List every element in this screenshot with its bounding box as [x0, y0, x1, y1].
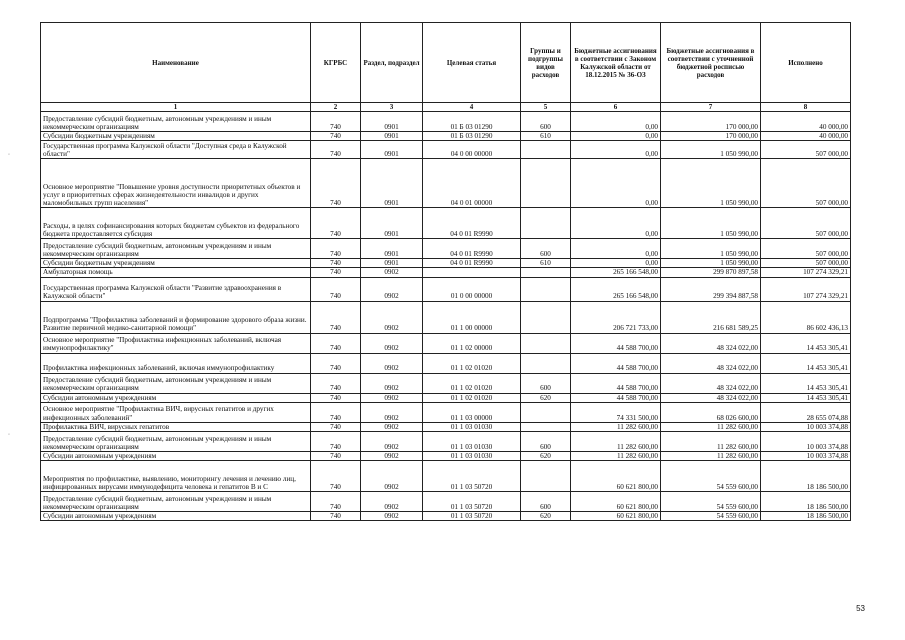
- row-budget-law: 265 166 548,00: [571, 268, 661, 277]
- row-name: Субсидии автономным учреждениям: [41, 452, 311, 461]
- row-budget-updated: 1 050 990,00: [661, 208, 761, 239]
- row-budget-updated: 170 000,00: [661, 112, 761, 132]
- row-budget-updated: 48 324 022,00: [661, 373, 761, 393]
- row-name: Субсидии автономным учреждениям: [41, 393, 311, 402]
- row-budget-updated: 48 324 022,00: [661, 393, 761, 402]
- table-row: [41, 402, 851, 422]
- row-kgrbs: 740: [311, 373, 361, 393]
- row-section: 0901: [361, 141, 423, 159]
- row-budget-law: 60 621 800,00: [571, 461, 661, 492]
- row-name: Субсидии бюджетным учреждениям: [41, 132, 311, 141]
- table-row: [41, 333, 851, 353]
- header-executed: Исполнено: [761, 23, 851, 103]
- row-target: 01 1 03 01030: [423, 422, 521, 431]
- table-row: [41, 112, 851, 132]
- header-groups: Группы и подгруппы видов расходов: [521, 23, 571, 103]
- row-target: 01 Б 03 01290: [423, 112, 521, 132]
- row-executed: 107 274 329,21: [761, 277, 851, 301]
- row-section: 0902: [361, 492, 423, 512]
- row-target: 01 1 03 50720: [423, 461, 521, 492]
- row-section: 0901: [361, 259, 423, 268]
- row-executed: 18 186 500,00: [761, 492, 851, 512]
- row-kgrbs: 740: [311, 393, 361, 402]
- row-budget-updated: 1 050 990,00: [661, 141, 761, 159]
- table-row: [41, 132, 851, 141]
- row-section: 0902: [361, 402, 423, 422]
- row-kgrbs: 740: [311, 239, 361, 259]
- row-name: Предоставление субсидий бюджетным, автономным учреждениям и иным некоммерческим организациям: [41, 239, 311, 259]
- row-target: 04 0 01 R9990: [423, 259, 521, 268]
- row-executed: 10 003 374,88: [761, 422, 851, 431]
- table-row: [41, 141, 851, 159]
- column-number: 2: [311, 103, 361, 112]
- row-section: 0902: [361, 268, 423, 277]
- row-budget-updated: 1 050 990,00: [661, 259, 761, 268]
- row-budget-updated: 216 681 589,25: [661, 301, 761, 333]
- column-number-row: [41, 103, 851, 112]
- row-name: Амбулаторная помощь: [41, 268, 311, 277]
- row-kgrbs: 740: [311, 353, 361, 373]
- table-row: [41, 432, 851, 452]
- row-name: Предоставление субсидий бюджетным, автономным учреждениям и иным некоммерческим организациям: [41, 373, 311, 393]
- row-kgrbs: 740: [311, 432, 361, 452]
- row-name: Подпрограмма "Профилактика заболеваний и формирование здорового образа жизни. Развитие первичной медико-санитарной помощи": [41, 301, 311, 333]
- column-number: 7: [661, 103, 761, 112]
- row-group: 610: [521, 132, 571, 141]
- column-number: 3: [361, 103, 423, 112]
- row-target: 01 1 03 50720: [423, 492, 521, 512]
- row-section: 0902: [361, 333, 423, 353]
- row-group: 620: [521, 393, 571, 402]
- row-budget-updated: 1 050 990,00: [661, 159, 761, 208]
- column-number: 6: [571, 103, 661, 112]
- row-executed: 507 000,00: [761, 208, 851, 239]
- scan-mark: ◦: [8, 432, 11, 438]
- row-section: 0902: [361, 277, 423, 301]
- row-group: [521, 422, 571, 431]
- table-row: [41, 422, 851, 431]
- column-number: 8: [761, 103, 851, 112]
- row-group: 620: [521, 512, 571, 521]
- row-kgrbs: 740: [311, 141, 361, 159]
- row-group: 610: [521, 259, 571, 268]
- row-group: [521, 268, 571, 277]
- row-budget-law: 0,00: [571, 159, 661, 208]
- row-budget-updated: 48 324 022,00: [661, 353, 761, 373]
- row-kgrbs: 740: [311, 461, 361, 492]
- row-target: 04 0 00 00000: [423, 141, 521, 159]
- row-group: [521, 353, 571, 373]
- row-group: [521, 402, 571, 422]
- row-name: Профилактика инфекционных заболеваний, включая иммунопрофилактику: [41, 353, 311, 373]
- table-row: [41, 492, 851, 512]
- row-budget-law: 44 588 700,00: [571, 373, 661, 393]
- row-target: 01 Б 03 01290: [423, 132, 521, 141]
- row-executed: 107 274 329,21: [761, 268, 851, 277]
- row-budget-updated: 54 559 600,00: [661, 461, 761, 492]
- row-section: 0902: [361, 353, 423, 373]
- row-name: Государственная программа Калужской области "Развитие здравоохранения в Калужской области": [41, 277, 311, 301]
- row-budget-updated: 299 394 887,58: [661, 277, 761, 301]
- row-target: 01 1 02 01020: [423, 373, 521, 393]
- row-executed: 14 453 305,41: [761, 393, 851, 402]
- row-name: Предоставление субсидий бюджетным, автономным учреждениям и иным некоммерческим организациям: [41, 112, 311, 132]
- row-section: 0902: [361, 452, 423, 461]
- table-row: [41, 373, 851, 393]
- row-kgrbs: 740: [311, 402, 361, 422]
- row-name: Профилактика ВИЧ, вирусных гепатитов: [41, 422, 311, 431]
- row-budget-updated: 1 050 990,00: [661, 239, 761, 259]
- row-budget-law: 0,00: [571, 208, 661, 239]
- table-row: [41, 259, 851, 268]
- column-number: 5: [521, 103, 571, 112]
- row-name: Предоставление субсидий бюджетным, автономным учреждениям и иным некоммерческим организациям: [41, 492, 311, 512]
- header-target: Целевая статья: [423, 23, 521, 103]
- row-section: 0902: [361, 373, 423, 393]
- row-kgrbs: 740: [311, 208, 361, 239]
- row-section: 0902: [361, 432, 423, 452]
- row-section: 0901: [361, 208, 423, 239]
- row-target: [423, 268, 521, 277]
- row-group: 600: [521, 239, 571, 259]
- table-row: [41, 159, 851, 208]
- table-header: [41, 23, 851, 112]
- row-section: 0901: [361, 159, 423, 208]
- row-target: 01 0 00 00000: [423, 277, 521, 301]
- row-group: [521, 159, 571, 208]
- row-budget-updated: 68 026 600,00: [661, 402, 761, 422]
- row-name: Субсидии бюджетным учреждениям: [41, 259, 311, 268]
- row-executed: 507 000,00: [761, 259, 851, 268]
- row-executed: 40 000,00: [761, 132, 851, 141]
- row-kgrbs: 740: [311, 492, 361, 512]
- table-row: [41, 393, 851, 402]
- table-row: [41, 208, 851, 239]
- row-target: 01 1 02 01020: [423, 393, 521, 402]
- row-group: [521, 333, 571, 353]
- row-target: 01 1 02 01020: [423, 353, 521, 373]
- row-kgrbs: 740: [311, 333, 361, 353]
- row-section: 0901: [361, 132, 423, 141]
- table-row: [41, 239, 851, 259]
- row-name: Основное мероприятие "Профилактика ВИЧ, вирусных гепатитов и других инфекционных заболеваний": [41, 402, 311, 422]
- row-executed: 86 602 436,13: [761, 301, 851, 333]
- row-budget-law: 0,00: [571, 141, 661, 159]
- row-budget-updated: 54 559 600,00: [661, 512, 761, 521]
- row-target: 04 0 01 R9990: [423, 208, 521, 239]
- table-row: [41, 353, 851, 373]
- row-kgrbs: 740: [311, 301, 361, 333]
- row-budget-updated: 11 282 600,00: [661, 432, 761, 452]
- row-group: 600: [521, 432, 571, 452]
- row-section: 0901: [361, 112, 423, 132]
- row-budget-updated: 48 324 022,00: [661, 333, 761, 353]
- row-budget-law: 0,00: [571, 239, 661, 259]
- row-kgrbs: 740: [311, 268, 361, 277]
- budget-table: [40, 22, 851, 521]
- row-executed: 10 003 374,88: [761, 432, 851, 452]
- row-name: Основное мероприятие "Профилактика инфекционных заболеваний, включая иммунопрофилактику": [41, 333, 311, 353]
- row-budget-law: 265 166 548,00: [571, 277, 661, 301]
- table-row: [41, 512, 851, 521]
- row-budget-law: 206 721 733,00: [571, 301, 661, 333]
- row-budget-updated: 54 559 600,00: [661, 492, 761, 512]
- header-budget-updated: Бюджетные ассигнования в соответствии с уточненной бюджетной росписью расходов: [661, 23, 761, 103]
- column-number: 1: [41, 103, 311, 112]
- row-group: [521, 461, 571, 492]
- table-row: [41, 268, 851, 277]
- row-group: 600: [521, 112, 571, 132]
- row-kgrbs: 740: [311, 452, 361, 461]
- table-row: [41, 461, 851, 492]
- header-section: Раздел, подраздел: [361, 23, 423, 103]
- row-name: Расходы, в целях софинансирования которых бюджетам субъектов из федерального бюджета предоставляется субсидия: [41, 208, 311, 239]
- table-row: [41, 452, 851, 461]
- page-number: 53: [856, 604, 865, 613]
- table-row: [41, 301, 851, 333]
- row-section: 0902: [361, 422, 423, 431]
- row-executed: 28 655 074,88: [761, 402, 851, 422]
- row-kgrbs: 740: [311, 159, 361, 208]
- row-kgrbs: 740: [311, 259, 361, 268]
- row-executed: 18 186 500,00: [761, 461, 851, 492]
- row-group: 600: [521, 373, 571, 393]
- row-target: 01 1 03 01030: [423, 432, 521, 452]
- row-kgrbs: 740: [311, 277, 361, 301]
- row-executed: 10 003 374,88: [761, 452, 851, 461]
- row-name: Субсидии автономным учреждениям: [41, 512, 311, 521]
- row-budget-law: 0,00: [571, 112, 661, 132]
- row-budget-law: 44 588 700,00: [571, 393, 661, 402]
- row-group: [521, 301, 571, 333]
- column-number: 4: [423, 103, 521, 112]
- row-group: [521, 277, 571, 301]
- row-executed: 507 000,00: [761, 159, 851, 208]
- row-group: [521, 141, 571, 159]
- row-group: [521, 208, 571, 239]
- row-target: 01 1 02 00000: [423, 333, 521, 353]
- row-section: 0902: [361, 301, 423, 333]
- row-budget-updated: 299 870 897,58: [661, 268, 761, 277]
- row-target: 01 1 03 00000: [423, 402, 521, 422]
- row-budget-law: 60 621 800,00: [571, 512, 661, 521]
- row-budget-updated: 11 282 600,00: [661, 422, 761, 431]
- row-name: Мероприятия по профилактике, выявлению, мониторингу лечения и лечению лиц, инфицированных вирусами иммунодефицита человека и гепатитов B и C: [41, 461, 311, 492]
- row-target: 04 0 01 R9990: [423, 239, 521, 259]
- row-executed: 40 000,00: [761, 112, 851, 132]
- row-name: Предоставление субсидий бюджетным, автономным учреждениям и иным некоммерческим организациям: [41, 432, 311, 452]
- row-kgrbs: 740: [311, 512, 361, 521]
- table-row: [41, 277, 851, 301]
- row-name: Государственная программа Калужской области "Доступная среда в Калужской области": [41, 141, 311, 159]
- row-executed: 507 000,00: [761, 239, 851, 259]
- table-body: [41, 112, 851, 521]
- row-target: 01 1 00 00000: [423, 301, 521, 333]
- row-budget-law: 11 282 600,00: [571, 422, 661, 431]
- row-budget-law: 60 621 800,00: [571, 492, 661, 512]
- row-budget-law: 44 588 700,00: [571, 353, 661, 373]
- row-executed: 14 453 305,41: [761, 353, 851, 373]
- row-budget-law: 11 282 600,00: [571, 432, 661, 452]
- row-budget-law: 11 282 600,00: [571, 452, 661, 461]
- header-row: [41, 23, 851, 103]
- row-kgrbs: 740: [311, 132, 361, 141]
- header-budget-law: Бюджетные ассигнования в соответствии с Законом Калужской области от 18.12.2015 № 36-ОЗ: [571, 23, 661, 103]
- row-budget-law: 0,00: [571, 259, 661, 268]
- row-name: Основное мероприятие "Повышение уровня доступности приоритетных объектов и услуг в приоритетных сферах жизнедеятельности инвалидов и других маломобильных групп населения": [41, 159, 311, 208]
- row-executed: 14 453 305,41: [761, 333, 851, 353]
- row-target: 01 1 03 50720: [423, 512, 521, 521]
- row-budget-law: 74 331 500,00: [571, 402, 661, 422]
- row-kgrbs: 740: [311, 422, 361, 431]
- row-section: 0902: [361, 461, 423, 492]
- row-executed: 18 186 500,00: [761, 512, 851, 521]
- row-section: 0902: [361, 393, 423, 402]
- row-budget-law: 44 588 700,00: [571, 333, 661, 353]
- row-group: 620: [521, 452, 571, 461]
- row-kgrbs: 740: [311, 112, 361, 132]
- row-budget-law: 0,00: [571, 132, 661, 141]
- scan-mark: ◦: [8, 152, 11, 158]
- row-executed: 14 453 305,41: [761, 373, 851, 393]
- row-section: 0902: [361, 512, 423, 521]
- header-name: Наименование: [41, 23, 311, 103]
- row-budget-updated: 170 000,00: [661, 132, 761, 141]
- row-section: 0901: [361, 239, 423, 259]
- row-target: 01 1 03 01030: [423, 452, 521, 461]
- row-budget-updated: 11 282 600,00: [661, 452, 761, 461]
- row-target: 04 0 01 00000: [423, 159, 521, 208]
- row-group: 600: [521, 492, 571, 512]
- row-executed: 507 000,00: [761, 141, 851, 159]
- header-kgrbs: КГРБС: [311, 23, 361, 103]
